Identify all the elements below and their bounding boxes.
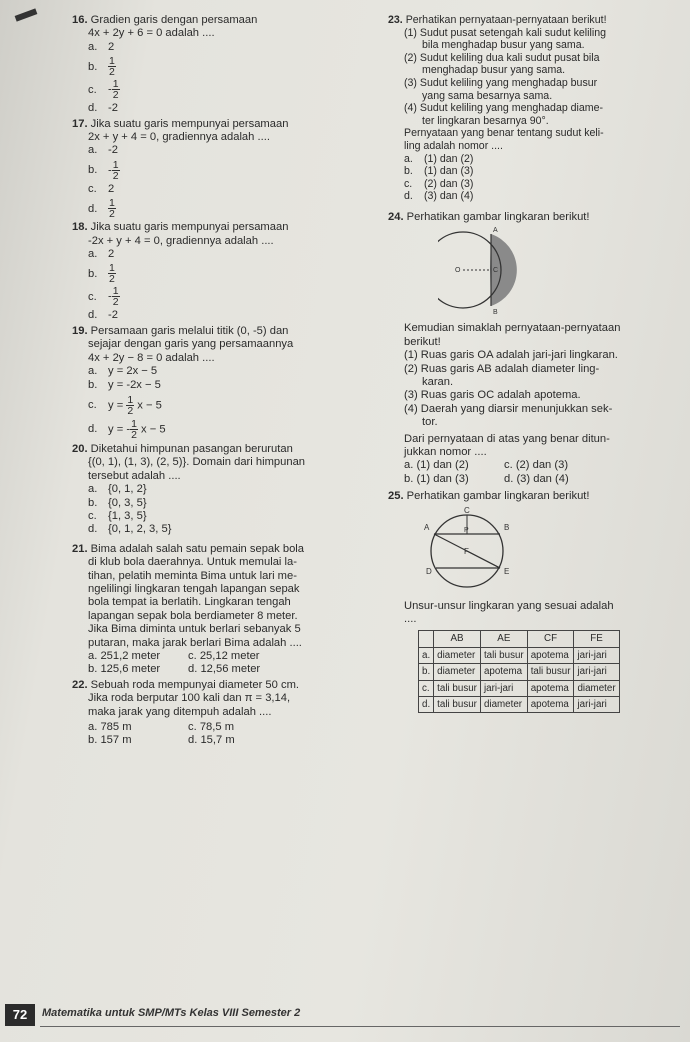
option-a[interactable]: a. 2 <box>88 248 115 261</box>
label-f: F <box>464 546 469 556</box>
question-21: 21. Bima adalah salah satu pemain sepak bola di klub bola daerahnya. Untuk memulai la- tihan, pelatih meminta Bima untuk lari me- ngelilingi lingkaran tengah lapangan sepak bola tempat ia berlatih. Lingkaran tengah lapangan sepak bola berdiameter 8 meter. Jika Bima diminta untuk berlari sebanyak 5 putaran, maka jarak berlari Bima adalah .... a. 251,2 meter c. 25,12 meter b. 125,6 meter d. 12,56 meter <box>72 542 304 676</box>
option-d[interactable]: d. (3) dan (4) <box>404 190 474 203</box>
option-c[interactable]: c. - $\frac{1}{2}$ <box>88 285 119 309</box>
option-a[interactable]: a. -2 <box>88 144 118 157</box>
question-20: 20. Diketahui himpunan pasangan berurutan {(0, 1), (1, 3), (2, 5)}. Domain dari himpunan tersebut adalah .... a. {0, 1, 2} b. {0, 3, 5} c. {1, 3, 5} d. {0, 1, 2, 3, 5} <box>72 443 372 537</box>
option-b[interactable]: b. $\frac{1}{2}$ <box>88 262 115 286</box>
question-22: 22. Sebuah roda mempunyai diameter 50 cm. Jika roda berputar 100 kali dan π = 3,14, maka jarak yang ditempuh adalah .... a. 785 m c. 78,5 m b. 157 m d. 15,7 m <box>72 678 299 747</box>
option-d[interactable]: d. 15,7 m <box>188 734 235 747</box>
label-a: A <box>424 522 430 532</box>
option-c[interactable]: c. (2) dan (3) <box>404 177 474 190</box>
table-row[interactable]: b. diameter apotema tali busur jari-jari <box>419 664 620 680</box>
option-b[interactable]: b. {0, 3, 5} <box>88 496 147 509</box>
table-header-row: AB AE CF FE <box>419 631 620 647</box>
option-d[interactable]: d. (3) dan (4) <box>504 472 569 485</box>
table-row[interactable]: a. diameter tali busur apotema jari-jari <box>419 647 620 663</box>
option-d[interactable]: d. {0, 1, 2, 3, 5} <box>88 523 172 536</box>
option-a[interactable]: a. y = 2x − 5 <box>88 365 158 378</box>
option-c[interactable]: c. 2 <box>88 182 115 195</box>
question-23: 23. Perhatikan pernyataan-pernyataan berikut! (1) Sudut pusat setengah kali sudut keliling bila menghadap busur yang sama. (2) Sudut keliling dua kali sudut pusat bila menghadap busur yang sama. (3) Sudut keliling yang menghadap busur yang sama besarnya sama. (4) Sudut keliling yang menghadap diame- ter lingkaran besarnya 90°. Pernyataan yang benar tentang sudut keli- ling adalah nomor .... a. (1) dan (2) b. (1) dan (3) c. (2) dan (3) d. (3) dan (4) <box>388 14 688 203</box>
question-17: 17. Jika suatu garis mempunyai persamaan 2x + y + 4 = 0, gradiennya adalah .... a. -2 b. - $\frac{1}{2}$ c. 2 d. $\frac{1}{2}$ <box>72 118 372 220</box>
option-b[interactable]: b. y = -2x − 5 <box>88 378 161 391</box>
option-a[interactable]: a. (1) dan (2) <box>404 152 474 165</box>
option-c[interactable]: c. - $\frac{1}{2}$ <box>88 78 119 102</box>
option-b[interactable]: b. 125,6 meter <box>88 663 161 676</box>
footer-rule <box>40 1026 680 1027</box>
option-b[interactable]: b. $\frac{1}{2}$ <box>88 55 115 79</box>
question-25: 25. Perhatikan gambar lingkaran berikut! A C B P F D E Unsur-unsur lingkaran yang sesuai adalah .... AB AE CF FE a. diameter tali busur apotema jari-jari b. diameter apotema tali busur jari-jari c. tali busur jari-jari apotema diameter d. tali busur diameter apotema jari-jari <box>388 490 688 713</box>
option-c[interactable]: c. (2) dan (3) <box>504 459 569 472</box>
option-a[interactable]: a. 2 <box>88 40 115 53</box>
option-c[interactable]: c. {1, 3, 5} <box>88 509 147 522</box>
option-b[interactable]: b. - $\frac{1}{2}$ <box>88 158 119 182</box>
option-c[interactable]: c. 78,5 m <box>188 721 235 734</box>
option-c[interactable]: c. y = $\frac{1}{2}$ x − 5 <box>88 393 162 417</box>
option-a[interactable]: a. 785 m <box>88 721 132 734</box>
option-a[interactable]: a. (1) dan (2) <box>404 459 469 472</box>
label-o: O <box>455 267 461 275</box>
label-c: C <box>464 505 470 515</box>
label-c: C <box>493 267 499 275</box>
label-p: P <box>464 526 469 534</box>
option-d[interactable]: d. -2 <box>88 102 118 115</box>
question-24: 24. Perhatikan gambar lingkaran berikut! A O C B Kemudian simaklah pernyataan-pernyataan berikut! (1) Ruas garis OA adalah jari-jari lingkaran. (2) Ruas garis AB adalah diameter ling- karan. (3) Ruas garis OC adalah apotema. (4) Daerah yang diarsir menunjukkan sek- tor. Dari pernyataan di atas yang benar ditun- jukkan nomor .... a. (1) dan (2) c. (2) dan (3) b. (1) dan (3) d. (3) dan (4) <box>388 210 621 485</box>
right-column <box>388 14 688 715</box>
circle-diagram-24 <box>438 226 518 316</box>
option-d[interactable]: d. -2 <box>88 309 118 322</box>
question-16: 16. Gradien garis dengan persamaan 4x + 2y + 6 = 0 adalah .... a. 2 b. $\frac{1}{2}$ c. - $\frac{1}{2}$ d. -2 <box>72 14 372 116</box>
option-a[interactable]: a. 251,2 meter <box>88 650 161 662</box>
answer-table <box>418 630 620 713</box>
option-b[interactable]: b. 157 m <box>88 734 132 747</box>
question-18: 18. Jika suatu garis mempunyai persamaan -2x + y + 4 = 0, gradiennya adalah .... a. 2 b. $\frac{1}{2}$ c. - $\frac{1}{2}$ d. -2 <box>72 221 372 323</box>
segment-fe <box>467 551 500 568</box>
page-footer <box>0 1004 690 1026</box>
left-column <box>72 14 372 750</box>
option-a[interactable]: a. {0, 1, 2} <box>88 483 147 496</box>
option-d[interactable]: d. 12,56 meter <box>188 663 261 676</box>
table-row[interactable]: d. tali busur diameter apotema jari-jari <box>419 697 620 713</box>
label-b: B <box>493 309 498 317</box>
label-b: B <box>504 522 510 532</box>
option-c[interactable]: c. 25,12 meter <box>188 650 260 662</box>
label-e: E <box>504 566 510 576</box>
circle-diagram-25 <box>412 506 522 596</box>
option-d[interactable]: d. $\frac{1}{2}$ <box>88 197 115 221</box>
label-a: A <box>493 227 498 235</box>
label-d: D <box>426 566 432 576</box>
option-d[interactable]: d. y = - $\frac{1}{2}$ x − 5 <box>88 417 166 441</box>
question-19: 19. Persamaan garis melalui titik (0, -5) dan sejajar dengan garis yang persamaannya 4x + 2y − 8 = 0 adalah .... a. y = 2x − 5 b. y = -2x − 5 c. y = $\frac{1}{2}$ x − 5 d. y = - $\frac{1}{2}$ x − 5 <box>72 325 372 440</box>
pen-mark <box>15 8 38 21</box>
page-number: 72 <box>5 1004 35 1026</box>
option-b[interactable]: b. (1) dan (3) <box>404 472 469 485</box>
book-title: Matematika untuk SMP/MTs Kelas VIII Semester 2 <box>42 1007 301 1019</box>
table-row[interactable]: c. tali busur jari-jari apotema diameter <box>419 680 620 696</box>
option-b[interactable]: b. (1) dan (3) <box>404 165 474 178</box>
